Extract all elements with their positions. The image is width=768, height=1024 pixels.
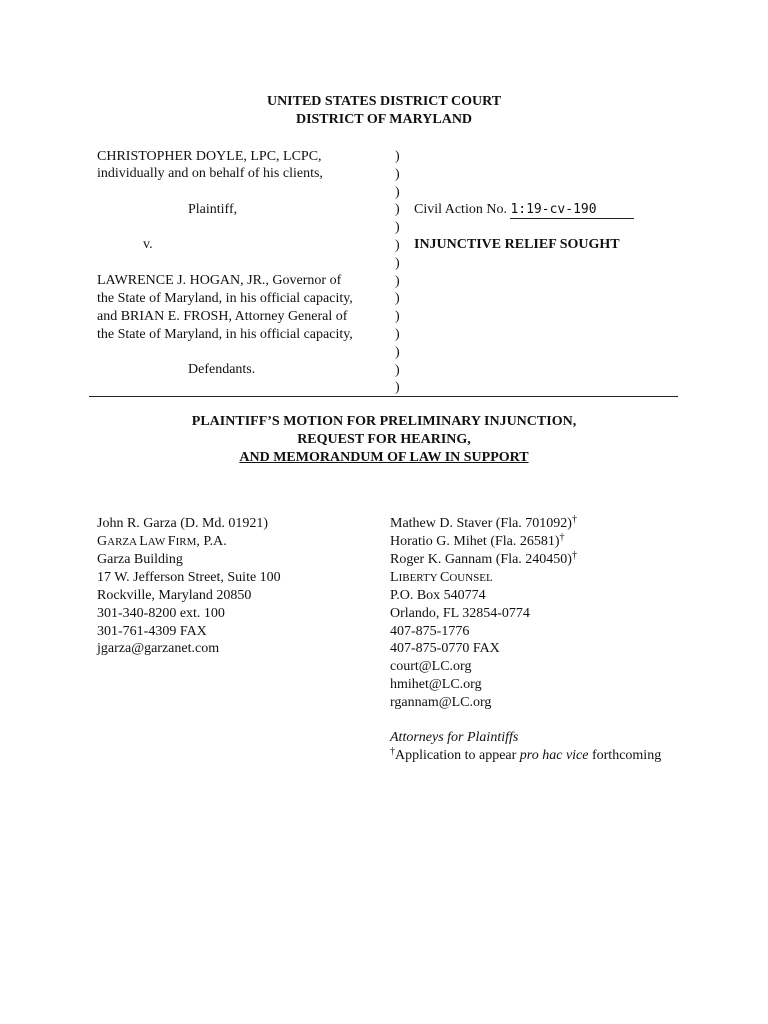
counsel-left-name: John R. Garza (D. Md. 01921) xyxy=(97,516,269,531)
motion-title-line1: PLAINTIFF’S MOTION FOR PRELIMINARY INJUNCTION, xyxy=(191,414,577,429)
civil-action-label: Civil Action No. xyxy=(414,202,507,217)
caption-paren: ) xyxy=(395,291,400,307)
civil-action xyxy=(414,201,634,219)
caption-paren: ) xyxy=(395,273,400,289)
caption-paren: ) xyxy=(395,380,400,396)
counsel-right-name: Horatio G. Mihet (Fla. 26581)† xyxy=(390,532,565,549)
motion-title-line3: AND MEMORANDUM OF LAW IN SUPPORT xyxy=(239,450,529,465)
attorneys-for: Attorneys for Plaintiffs xyxy=(390,730,519,745)
counsel-left-line: Garza Building xyxy=(97,552,183,567)
counsel-right-line: P.O. Box 540774 xyxy=(390,588,486,603)
counsel-right-email: rgannam@LC.org xyxy=(390,695,492,710)
defendant-line: LAWRENCE J. HOGAN, JR., Governor of xyxy=(97,273,342,288)
caption-paren: ) xyxy=(395,238,400,253)
counsel-left-email: jgarza@garzanet.com xyxy=(97,641,220,656)
counsel-right-name: Roger K. Gannam (Fla. 240450)† xyxy=(390,550,577,567)
counsel-right-line: Orlando, FL 32854-0774 xyxy=(390,606,530,621)
civil-action-number: 1:19-cv-190 xyxy=(510,202,597,217)
defendant-line: the State of Maryland, in his official capacity, xyxy=(97,291,353,306)
counsel-right-email: court@LC.org xyxy=(390,659,472,674)
caption-paren: ) xyxy=(395,202,400,218)
counsel-right-email: hmihet@LC.org xyxy=(390,677,482,692)
relief-sought: INJUNCTIVE RELIEF SOUGHT xyxy=(414,237,620,252)
counsel-left-line: 301-340-8200 ext. 100 xyxy=(97,606,225,621)
court-district: DISTRICT OF MARYLAND xyxy=(295,112,473,127)
defendant-line: the State of Maryland, in his official capacity, xyxy=(97,327,353,342)
plaintiff-capacity: individually and on behalf of his clients, xyxy=(97,166,323,181)
caption-paren: ) xyxy=(395,327,400,342)
caption-paren: ) xyxy=(395,362,400,378)
counsel-right-line: 407-875-0770 FAX xyxy=(390,641,500,656)
defendant-role: Defendants. xyxy=(188,362,256,377)
pro-hac-vice-footnote: †Application to appear pro hac vice forthcoming xyxy=(390,746,662,763)
plaintiff-name: CHRISTOPHER DOYLE, LPC, LCPC, xyxy=(97,149,322,164)
caption-paren: ) xyxy=(395,149,400,164)
counsel-left-line: 17 W. Jefferson Street, Suite 100 xyxy=(97,570,281,585)
counsel-right-name: Mathew D. Staver (Fla. 701092)† xyxy=(390,514,577,531)
caption-paren: ) xyxy=(395,309,400,325)
court-name: UNITED STATES DISTRICT COURT xyxy=(266,94,502,109)
counsel-left-line: Rockville, Maryland 20850 xyxy=(97,588,252,603)
caption-divider xyxy=(89,396,678,397)
versus: v. xyxy=(143,237,153,252)
caption-paren: ) xyxy=(395,184,400,200)
counsel-left-firm: GARZA LAW FIRM, P.A. xyxy=(97,534,227,549)
plaintiff-role: Plaintiff, xyxy=(188,202,238,217)
caption-paren: ) xyxy=(395,220,400,236)
caption-paren: ) xyxy=(395,255,400,271)
counsel-right-line: 407-875-1776 xyxy=(390,624,470,639)
counsel-left-line: 301-761-4309 FAX xyxy=(97,624,207,639)
defendant-line: and BRIAN E. FROSH, Attorney General of xyxy=(97,309,348,324)
motion-title-line2: REQUEST FOR HEARING, xyxy=(297,432,471,447)
counsel-right-firm: LIBERTY COUNSEL xyxy=(390,570,493,585)
caption-paren: ) xyxy=(395,344,400,360)
caption-paren: ) xyxy=(395,166,400,182)
